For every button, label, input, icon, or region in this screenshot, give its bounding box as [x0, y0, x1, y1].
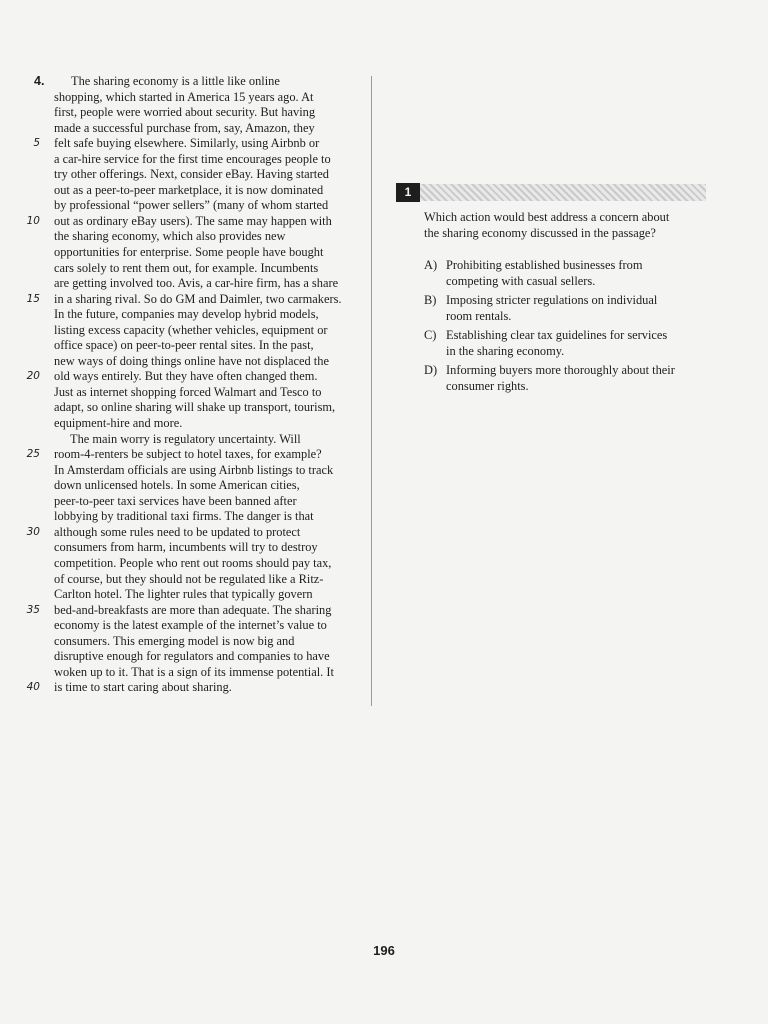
choice-text: room rentals.	[446, 309, 512, 323]
passage-line	[0, 354, 372, 370]
column-divider	[371, 76, 372, 706]
line-number: 20	[26, 370, 40, 383]
line-text: although some rules need to be updated to protect	[54, 524, 301, 539]
line-text: in a sharing rival. So do GM and Daimler, two carmakers.	[54, 291, 342, 306]
passage-line	[0, 152, 372, 168]
line-text: cars solely to rent them out, for example. Incumbents	[54, 260, 319, 275]
line-text: bed-and-breakfasts are more than adequate. The sharing	[54, 602, 332, 617]
passage-line	[0, 572, 372, 588]
choice-text: consumer rights.	[446, 379, 529, 393]
passage-line	[0, 478, 372, 494]
passage-line	[0, 680, 372, 696]
line-text: out as ordinary eBay users). The same may happen with	[54, 213, 332, 228]
line-text: competition. People who rent out rooms should pay tax,	[54, 555, 332, 570]
line-text: old ways entirely. But they have often changed them.	[54, 369, 318, 384]
choice-a[interactable]	[424, 257, 724, 289]
line-text: adapt, so online sharing will shake up transport, tourism,	[54, 400, 336, 415]
passage-line	[0, 105, 372, 121]
line-text: shopping, which started in America 15 years ago. At	[54, 89, 314, 104]
passage-line	[0, 121, 372, 137]
passage-line	[0, 90, 372, 106]
choice-label: C)	[424, 328, 437, 342]
passage-line	[0, 556, 372, 572]
choice-text: in the sharing economy.	[446, 344, 565, 358]
line-number: 40	[26, 681, 40, 694]
choice-label: B)	[424, 293, 437, 307]
passage-line	[0, 649, 372, 665]
choice-text: Establishing clear tax guidelines for services	[446, 328, 668, 342]
question-prompt	[424, 209, 714, 241]
choice-d[interactable]	[424, 362, 724, 394]
choice-text: competing with casual sellers.	[446, 274, 596, 288]
line-text: In the future, companies may develop hybrid models,	[54, 307, 319, 322]
page-number: 196	[373, 943, 395, 958]
passage-line	[0, 416, 372, 432]
passage-line	[0, 369, 372, 385]
passage-number: 4.	[34, 74, 45, 88]
passage-line	[0, 463, 372, 479]
passage-line	[0, 307, 372, 323]
passage-line	[0, 587, 372, 603]
line-text: is time to start caring about sharing.	[54, 680, 232, 695]
choice-text: Informing buyers more thoroughly about their	[446, 363, 675, 377]
line-text: consumers. This emerging model is now big and	[54, 633, 295, 648]
line-text: of course, but they should not be regulated like a Ritz-	[54, 571, 324, 586]
passage-line	[0, 198, 372, 214]
line-text: Just as internet shopping forced Walmart and Tesco to	[54, 384, 322, 399]
line-text: Carlton hotel. The lighter rules that typically govern	[54, 587, 313, 602]
passage-line	[0, 338, 372, 354]
passage-line	[0, 276, 372, 292]
line-text: first, people were worried about security. But having	[54, 105, 316, 120]
line-text: a car-hire service for the first time encourages people to	[54, 151, 331, 166]
line-text: disruptive enough for regulators and companies to have	[54, 649, 330, 664]
line-text: by professional “power sellers” (many of whom started	[54, 198, 329, 213]
passage-line	[0, 634, 372, 650]
choice-label: A)	[424, 258, 438, 272]
passage-line	[0, 183, 372, 199]
line-text: made a successful purchase from, say, Amazon, they	[54, 120, 315, 135]
line-number: 5	[33, 137, 40, 150]
line-number: 25	[26, 448, 40, 461]
passage-line	[0, 494, 372, 510]
passage-line	[0, 167, 372, 183]
line-text: office space) on peer-to-peer rental sites. In the past,	[54, 338, 314, 353]
line-number: 15	[26, 292, 40, 305]
line-text: In Amsterdam officials are using Airbnb listings to track	[54, 462, 334, 477]
line-text: equipment-hire and more.	[54, 416, 183, 431]
passage-line	[0, 447, 372, 463]
passage-line	[0, 540, 372, 556]
line-number: 35	[26, 603, 40, 616]
passage-line	[0, 525, 372, 541]
passage-line	[0, 618, 372, 634]
question-banner	[396, 184, 706, 201]
answer-choices	[424, 257, 724, 397]
question-number: 1	[396, 183, 420, 202]
choice-b[interactable]	[424, 292, 724, 324]
line-text: consumers from harm, incumbents will try to destroy	[54, 540, 318, 555]
passage-line	[0, 136, 372, 152]
line-text: lobbying by traditional taxi firms. The danger is that	[54, 509, 314, 524]
passage-line	[0, 323, 372, 339]
line-number: 10	[26, 214, 40, 227]
passage-line	[0, 509, 372, 525]
choice-text: Imposing stricter regulations on individual	[446, 293, 658, 307]
choice-label: D)	[424, 363, 438, 377]
passage-line	[0, 385, 372, 401]
choice-c[interactable]	[424, 327, 724, 359]
passage-line	[0, 400, 372, 416]
passage-line	[0, 245, 372, 261]
line-text: out as a peer-to-peer marketplace, it is now dominated	[54, 182, 324, 197]
passage	[0, 74, 372, 696]
line-text: The sharing economy is a little like online	[71, 74, 280, 88]
line-text: room-4-renters be subject to hotel taxes, for example?	[54, 447, 322, 462]
passage-line	[0, 214, 372, 230]
line-text: opportunities for enterprise. Some people have bought	[54, 245, 324, 260]
line-number: 30	[26, 525, 40, 538]
choice-text: Prohibiting established businesses from	[446, 258, 643, 272]
question-line: the sharing economy discussed in the passage?	[424, 226, 656, 240]
line-text: try other offerings. Next, consider eBay. Having started	[54, 167, 329, 182]
line-text: the sharing economy, which also provides new	[54, 229, 286, 244]
passage-line	[0, 603, 372, 619]
passage-line	[0, 432, 372, 448]
line-text: listing excess capacity (whether vehicles, equipment or	[54, 322, 328, 337]
passage-line	[0, 665, 372, 681]
line-text: down unlicensed hotels. In some American cities,	[54, 478, 300, 493]
passage-line	[0, 261, 372, 277]
passage-line	[0, 74, 372, 90]
line-text: peer-to-peer taxi services have been banned after	[54, 493, 297, 508]
passage-line	[0, 229, 372, 245]
line-text: The main worry is regulatory uncertainty. Will	[70, 431, 301, 446]
question-line: Which action would best address a concern about	[424, 210, 670, 224]
passage-line	[0, 292, 372, 308]
line-text: are getting involved too. Avis, a car-hire firm, has a share	[54, 276, 339, 291]
line-text: new ways of doing things online have not displaced the	[54, 353, 329, 368]
line-text: woken up to it. That is a sign of its immense potential. It	[54, 664, 334, 679]
line-text: economy is the latest example of the internet’s value to	[54, 618, 327, 633]
line-text: felt safe buying elsewhere. Similarly, using Airbnb or	[54, 136, 320, 151]
